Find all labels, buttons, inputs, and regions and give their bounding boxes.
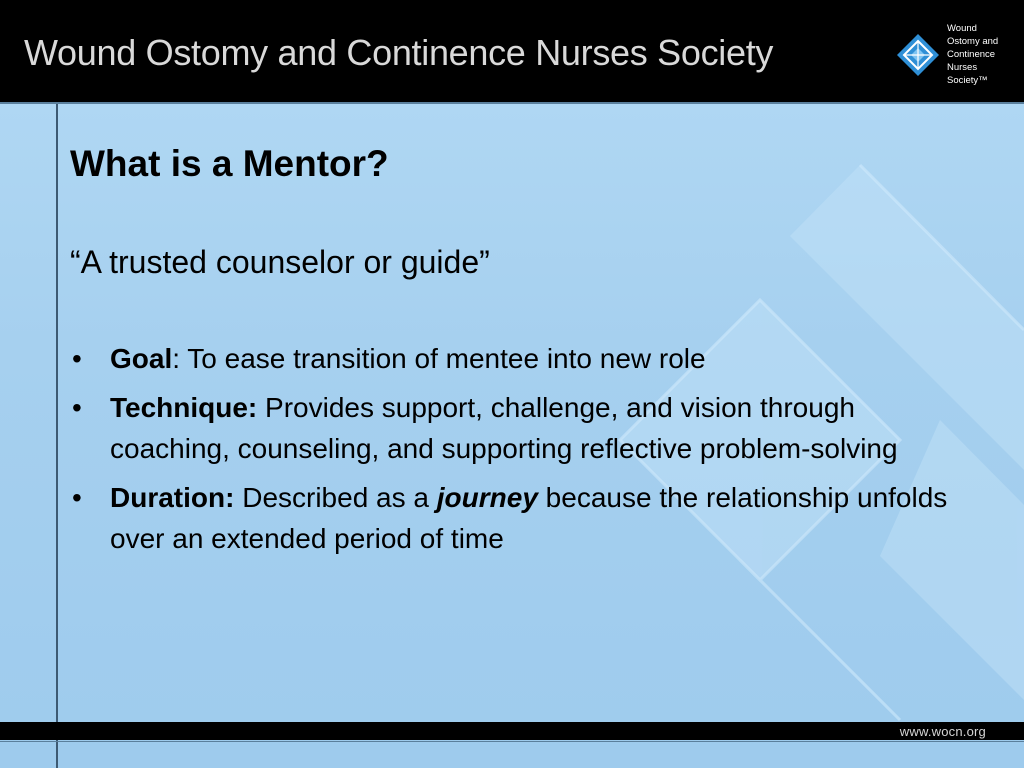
bullet-dot: • [72, 392, 82, 423]
header-bar [0, 0, 1024, 102]
footer-divider [0, 741, 1024, 742]
footer-url: www.wocn.org [899, 724, 986, 739]
bullet-emphasis: journey [436, 482, 538, 513]
bullet-dot: • [72, 343, 82, 374]
slide-title: What is a Mentor? [70, 143, 389, 184]
logo-text [947, 22, 998, 87]
logo-line: Ostomy and [947, 36, 999, 47]
left-vertical-rule [56, 104, 58, 768]
bullet-dot: • [72, 482, 82, 513]
bullet-list [70, 338, 970, 567]
slide-subtitle: “A trusted counselor or guide” [70, 244, 490, 280]
bullet-label: Technique: [110, 392, 258, 423]
bullet-item-goal [70, 338, 970, 379]
bullet-text: because the relationship unfolds over an extended period of time [110, 482, 948, 554]
logo-line: Continence [947, 49, 996, 60]
wocn-diamond-logo-icon [896, 33, 940, 77]
bullet-text: Provides support, challenge, and vision through coaching, counseling, and supporting reflective problem-solving [110, 392, 898, 464]
footer-bar [0, 722, 1024, 740]
logo-line: Nurses [947, 62, 978, 73]
logo-line: Society™ [947, 75, 988, 86]
bullet-text: : To ease transition of mentee into new role [172, 343, 706, 374]
logo-line: Wound [947, 23, 977, 34]
bullet-item-technique [70, 387, 970, 469]
header-title: Wound Ostomy and Continence Nurses Society [24, 32, 774, 73]
header-divider [0, 102, 1024, 104]
bullet-item-duration [70, 477, 970, 559]
bullet-label: Goal [110, 343, 173, 374]
bullet-text: Described as a [234, 482, 437, 513]
bullet-label: Duration: [110, 482, 235, 513]
